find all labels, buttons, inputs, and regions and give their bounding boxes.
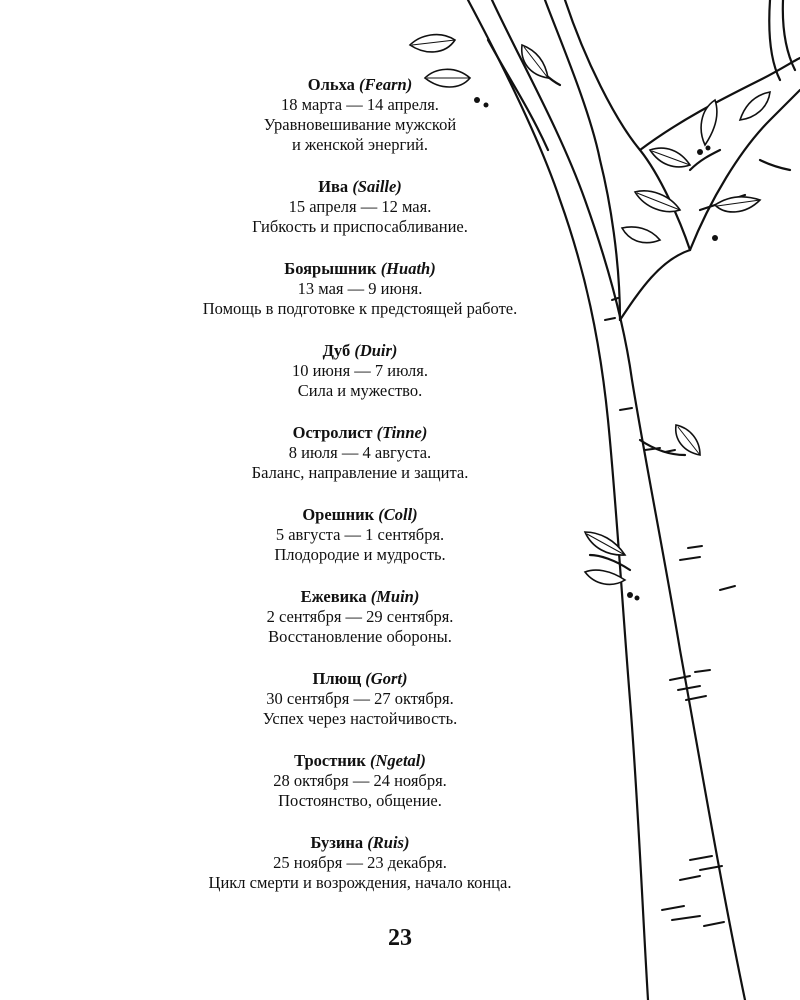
- entry-heading: [60, 587, 660, 607]
- tree-name: Дуб: [322, 341, 351, 360]
- tree-name: Плющ: [312, 669, 362, 688]
- tree-latin-name: (Duir): [354, 341, 398, 360]
- tree-meaning: и женской энергий.: [291, 135, 429, 154]
- tree-latin-name: (Tinne): [376, 423, 428, 442]
- tree-entry-alder: [60, 75, 660, 155]
- tree-latin-name: (Muin): [370, 587, 420, 606]
- tree-meaning: Постоянство, общение.: [278, 791, 442, 810]
- tree-meaning: Успех через настойчивость.: [262, 709, 458, 728]
- tree-entry-hawthorn: [60, 259, 660, 319]
- tree-name: Остролист: [292, 423, 373, 442]
- tree-entry-oak: [60, 341, 660, 401]
- tree-dates: 10 июня — 7 июля.: [291, 361, 429, 380]
- tree-meaning: Баланс, направление и защита.: [251, 463, 469, 482]
- tree-latin-name: (Coll): [378, 505, 418, 524]
- entry-heading: [60, 341, 660, 361]
- entry-heading: [60, 259, 660, 279]
- tree-latin-name: (Fearn): [359, 75, 413, 94]
- tree-meaning: Гибкость и приспосабливание.: [252, 217, 468, 236]
- entry-heading: [60, 505, 660, 525]
- tree-meaning: Цикл смерти и возрождения, начало конца.: [208, 873, 512, 892]
- entry-heading: [60, 75, 660, 95]
- tree-dates: 25 ноября — 23 декабря.: [273, 853, 447, 872]
- tree-dates: 5 августа — 1 сентября.: [275, 525, 445, 544]
- tree-entry-ivy: [60, 669, 660, 729]
- tree-dates: 13 мая — 9 июня.: [297, 279, 423, 298]
- tree-entry-elder: [60, 833, 660, 893]
- tree-dates: 30 сентября — 27 октября.: [266, 689, 454, 708]
- tree-latin-name: (Ngetal): [369, 751, 426, 770]
- entry-heading: [60, 669, 660, 689]
- tree-entry-reed: [60, 751, 660, 811]
- tree-latin-name: (Huath): [380, 259, 436, 278]
- entry-heading: [60, 423, 660, 443]
- tree-latin-name: (Saille): [352, 177, 402, 196]
- tree-entry-hazel: [60, 505, 660, 565]
- tree-dates: 18 марта — 14 апреля.: [281, 95, 439, 114]
- tree-meaning: Плодородие и мудрость.: [274, 545, 446, 564]
- tree-entry-bramble: [60, 587, 660, 647]
- tree-dates: 8 июля — 4 августа.: [288, 443, 432, 462]
- tree-dates: 28 октября — 24 ноября.: [273, 771, 447, 790]
- tree-name: Ольха: [307, 75, 355, 94]
- tree-name: Бузина: [310, 833, 364, 852]
- tree-latin-name: (Gort): [365, 669, 408, 688]
- entry-heading: [60, 751, 660, 771]
- tree-entry-willow: [60, 177, 660, 237]
- tree-latin-name: (Ruis): [367, 833, 410, 852]
- tree-entry-holly: [60, 423, 660, 483]
- tree-meaning: Уравновешивание мужской: [263, 115, 457, 134]
- tree-name: Орешник: [302, 505, 375, 524]
- tree-name: Тростник: [294, 751, 366, 770]
- tree-calendar-list: [60, 75, 660, 915]
- tree-dates: 15 апреля — 12 мая.: [288, 197, 432, 216]
- tree-name: Ежевика: [300, 587, 367, 606]
- tree-name: Боярышник: [284, 259, 377, 278]
- tree-meaning: Сила и мужество.: [297, 381, 423, 400]
- entry-heading: [60, 177, 660, 197]
- entry-heading: [60, 833, 660, 853]
- page-number: 23: [388, 925, 412, 951]
- tree-meaning: Помощь в подготовке к предстоящей работе.: [202, 299, 518, 318]
- tree-name: Ива: [318, 177, 349, 196]
- tree-dates: 2 сентября — 29 сентября.: [266, 607, 454, 626]
- tree-meaning: Восстановление обороны.: [268, 627, 452, 646]
